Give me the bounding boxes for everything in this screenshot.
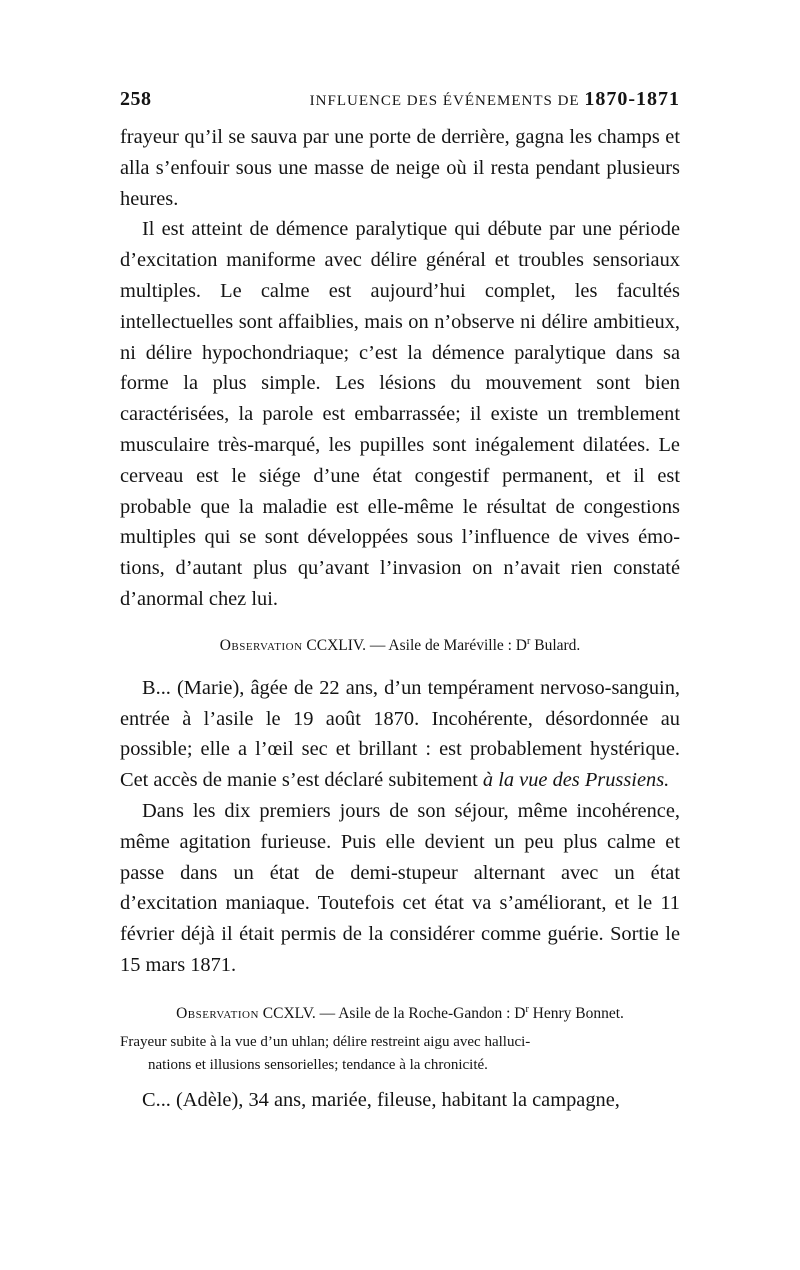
doctor-abbrev-sup: r [527, 635, 531, 647]
observation-heading-245 [120, 1003, 680, 1025]
paragraph-case-marie [120, 673, 680, 796]
case-marie-text: B... (Marie), âgée de 22 ans, d’un tempérament nervoso-sanguin, entrée à l’asile le 19 août 1870. Incohérente, désordonnée au possible; elle a l’œil sec et brillant : est probablement hystérique. Cet accès de manie s’est déclaré subitement [120, 676, 680, 792]
spacer [120, 981, 680, 1003]
paragraph-continuation: frayeur qu’il se sauva par une porte de derrière, gagna les champs et alla s’enfouir sous une masse de neige où il resta pendant plusieurs heures. [120, 126, 680, 210]
observation-label: Observation [176, 1004, 259, 1022]
summary-line-1: Frayeur subite à la vue d’un uhlan; délire restreint aigu avec halluci- [120, 1033, 531, 1050]
paragraph-case-marie-evolution: Dans les dix premiers jours de son séjour, même incohérence, même agitation furieuse. Puis elle devient un peu plus calme et passe dans un état de demi-stupeur alternant avec un état d’excitation maniaque. Toutefois cet état va s’améliorant, et le 11 février déjà il était permis de la considérer comme guérie. Sortie le 15 mars 1871. [120, 799, 680, 976]
spacer [120, 657, 680, 673]
observation-number: CCXLV. — [262, 1004, 336, 1022]
case-marie-italic: à la vue des Prussiens. [482, 769, 670, 792]
spacer [120, 615, 680, 635]
running-title-years: 1870-1871 [584, 88, 680, 110]
observation-summary [120, 1031, 680, 1077]
page-number: 258 [120, 88, 152, 110]
running-head [120, 88, 680, 122]
summary-line-2: nations et illusions sensorielles; tendance à la chronicité. [148, 1056, 488, 1073]
running-title [310, 88, 680, 111]
paragraph-diagnosis: Il est atteint de démence paralytique qui débute par une période d’excitation maniforme avec délire général et troubles sensoriaux multiples. Le calme est aujourd’hui complet, les facultés intellectuelles sont affaiblies, mais on n’observe ni délire ambitieux, ni délire hypochondriaque; c’est la démence paralytique dans sa forme la plus simple. Les lésions du mouvement sont bien caractérisées, la parole est embarrassée; il existe un tremblement musculaire très-marqué, les pupilles sont inégalement dilatées. Le cerveau est le siége d’une état congestif permanent, et il est probable que la maladie est elle-même le résultat de congestions multiples qui se sont développées sous l’influence de vives émotions, d’autant plus qu’avant l’invasion on n’avait rien constaté d’anormal chez lui. [120, 218, 680, 610]
spacer [120, 1077, 680, 1085]
observation-label: Observation [219, 636, 303, 654]
observation-doctor: Bulard. [534, 636, 581, 654]
observation-location: Asile de Maréville : D [388, 636, 528, 654]
running-title-text: INFLUENCE DES ÉVÉNEMENTS DE [309, 93, 580, 109]
observation-doctor: Henry Bonnet. [532, 1004, 624, 1022]
book-page [120, 88, 680, 1116]
doctor-abbrev-sup: r [525, 1003, 529, 1015]
observation-number: CCXLIV. — [306, 636, 386, 654]
paragraph-case-adele: C... (Adèle), 34 ans, mariée, fileuse, habitant la campagne, [142, 1088, 620, 1111]
observation-heading-244 [120, 635, 680, 657]
observation-location: Asile de la Roche-Gandon : D [338, 1004, 526, 1022]
